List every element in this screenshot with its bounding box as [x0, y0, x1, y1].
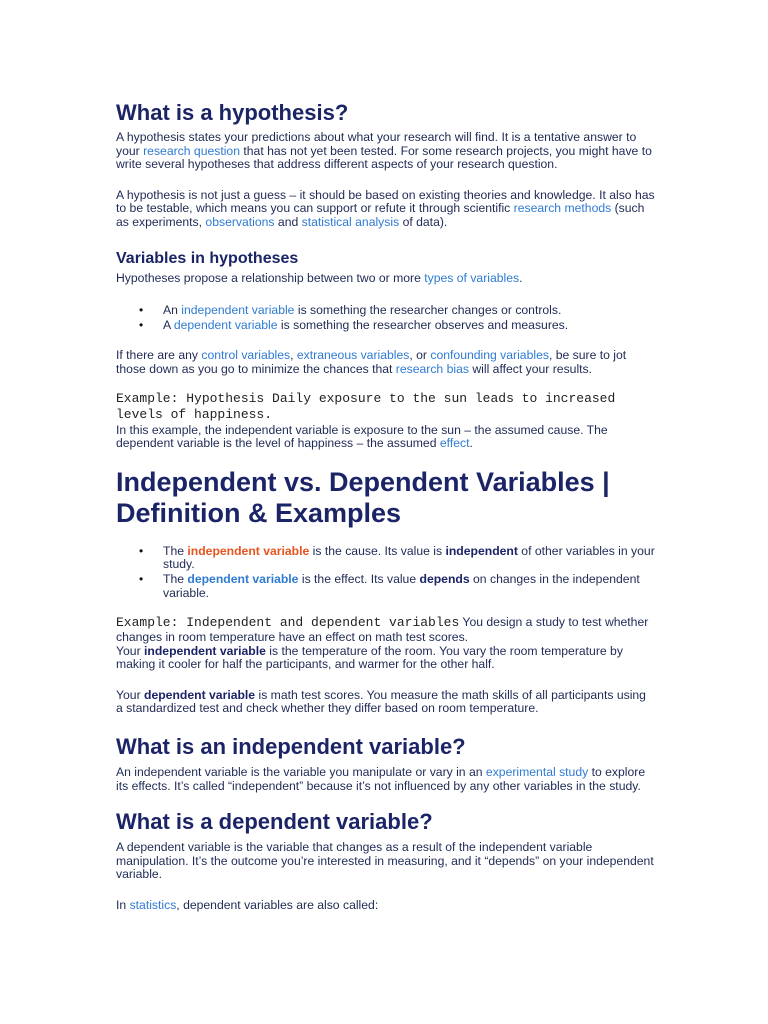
- text: will affect your results.: [468, 361, 593, 376]
- text: .: [519, 270, 523, 285]
- text: .: [469, 436, 473, 451]
- text: If there are any: [116, 348, 202, 363]
- paragraph-example-explanation: [116, 424, 656, 451]
- text: that has not yet been tested. For some research projects, you might have to write several hypotheses that address different aspects of your research question.: [116, 143, 652, 172]
- highlight-dependent-variable: dependent variable: [187, 571, 299, 586]
- heading-what-is-hypothesis: What is a hypothesis?: [116, 100, 349, 125]
- text: The: [163, 543, 188, 558]
- document-content: [116, 100, 656, 913]
- text: , dependent variables are also called:: [176, 898, 379, 913]
- text: is something the researcher observes and measures.: [277, 317, 569, 332]
- paragraph-example-study: [116, 615, 656, 645]
- text: An: [163, 303, 182, 318]
- link-confounding-variables[interactable]: confounding variables: [430, 348, 549, 363]
- text: on changes in the independent variable.: [163, 571, 640, 600]
- highlight-independent-variable: independent variable: [187, 543, 310, 558]
- text: A hypothesis states your predictions about what your research will find. It is a tentative answer to your: [116, 130, 637, 158]
- text: A: [163, 317, 174, 332]
- text: The: [163, 571, 188, 586]
- paragraph-independent-definition: [116, 766, 656, 793]
- text: is the temperature of the room. You vary the room temperature by making it cooler for half the participants, and warmer for the other half.: [116, 643, 623, 672]
- text: Your: [116, 643, 145, 658]
- text: of other variables in your study.: [163, 543, 655, 572]
- link-extraneous-variables[interactable]: extraneous variables: [296, 348, 410, 363]
- paragraph-control-variables: [116, 349, 656, 376]
- text: An independent variable is the variable you manipulate or vary in an: [116, 765, 486, 780]
- heading-independent-vs-dependent: Independent vs. Dependent Variables | Definition & Examples: [116, 466, 610, 528]
- text: , or: [409, 348, 431, 363]
- example-hypothesis: Example: Hypothesis Daily exposure to the sun leads to increased levels of happiness.: [116, 390, 616, 422]
- list-item: [163, 545, 656, 572]
- link-control-variables[interactable]: control variables: [201, 348, 291, 363]
- text: ,: [290, 348, 297, 363]
- text: is something the researcher changes or controls.: [294, 303, 562, 318]
- text: , be sure to jot those down as you go to minimize the chances that: [116, 348, 627, 376]
- text: is math test scores. You measure the math skills of all participants using a standardized test and check whether they differ based on room temperature.: [116, 687, 646, 716]
- text: and: [274, 214, 302, 229]
- bold-independent: independent: [445, 543, 518, 558]
- text: In this example, the independent variable is exposure to the sun – the assumed cause. The dependent variable is the level of happiness – the assumed: [116, 422, 608, 451]
- link-statistics[interactable]: statistics: [129, 898, 177, 913]
- text: Your: [116, 687, 145, 702]
- heading-what-is-independent: What is an independent variable?: [116, 734, 466, 760]
- bold-dependent-variable: dependent variable: [144, 687, 256, 702]
- heading-variables-in-hypotheses: Variables in hypotheses: [116, 249, 299, 267]
- link-dependent-variable[interactable]: dependent variable: [173, 317, 278, 332]
- link-research-methods[interactable]: research methods: [513, 201, 612, 216]
- link-research-question[interactable]: research question: [143, 143, 240, 158]
- list-item: [163, 304, 656, 318]
- heading-what-is-dependent: What is a dependent variable?: [116, 809, 433, 835]
- text: to explore its effects. It’s called “independent” because it’s not influenced by any other variables in the study.: [116, 765, 646, 793]
- text: of data).: [399, 214, 448, 229]
- link-observations[interactable]: observations: [205, 214, 275, 229]
- paragraph-dependent-definition: A dependent variable is the variable that changes as a result of the independent variable manipulation. It’s the outcome you’re interested in measuring, and it “depends” on your independent variable.: [116, 840, 654, 882]
- bold-independent-variable: independent variable: [144, 643, 266, 658]
- text: is the cause. Its value is: [309, 543, 446, 558]
- link-statistical-analysis[interactable]: statistical analysis: [301, 214, 400, 229]
- text: is the effect. Its value: [298, 571, 420, 586]
- text: (such as experiments,: [116, 201, 645, 229]
- link-types-of-variables[interactable]: types of variables: [424, 270, 520, 285]
- text: You design a study to test whether changes in room temperature have an effect on math test scores.: [116, 615, 649, 645]
- text: Hypotheses propose a relationship between two or more: [116, 270, 425, 285]
- link-independent-variable[interactable]: independent variable: [181, 303, 295, 318]
- link-effect[interactable]: effect: [439, 436, 470, 451]
- bold-depends: depends: [419, 571, 470, 586]
- example-label: Example: Independent and dependent variables: [116, 615, 460, 631]
- list-item: [163, 573, 656, 600]
- paragraph-hypothesis-testable: [116, 189, 656, 230]
- paragraph-hypothesis-definition: [116, 131, 656, 172]
- cause-effect-list: [116, 545, 656, 600]
- link-experimental-study[interactable]: experimental study: [485, 765, 589, 780]
- paragraph-statistics: [116, 899, 656, 913]
- variables-list: [116, 304, 656, 332]
- text: A hypothesis is not just a guess – it should be based on existing theories and knowledge. It also has to be testable, which means you can support or refute it through scientific: [116, 187, 655, 216]
- text: In: [116, 898, 130, 913]
- paragraph-variables-intro: [116, 272, 656, 286]
- link-research-bias[interactable]: research bias: [395, 361, 469, 376]
- list-item: [163, 319, 656, 333]
- paragraph-dependent-scores: [116, 689, 656, 716]
- paragraph-independent-temperature: [116, 645, 656, 672]
